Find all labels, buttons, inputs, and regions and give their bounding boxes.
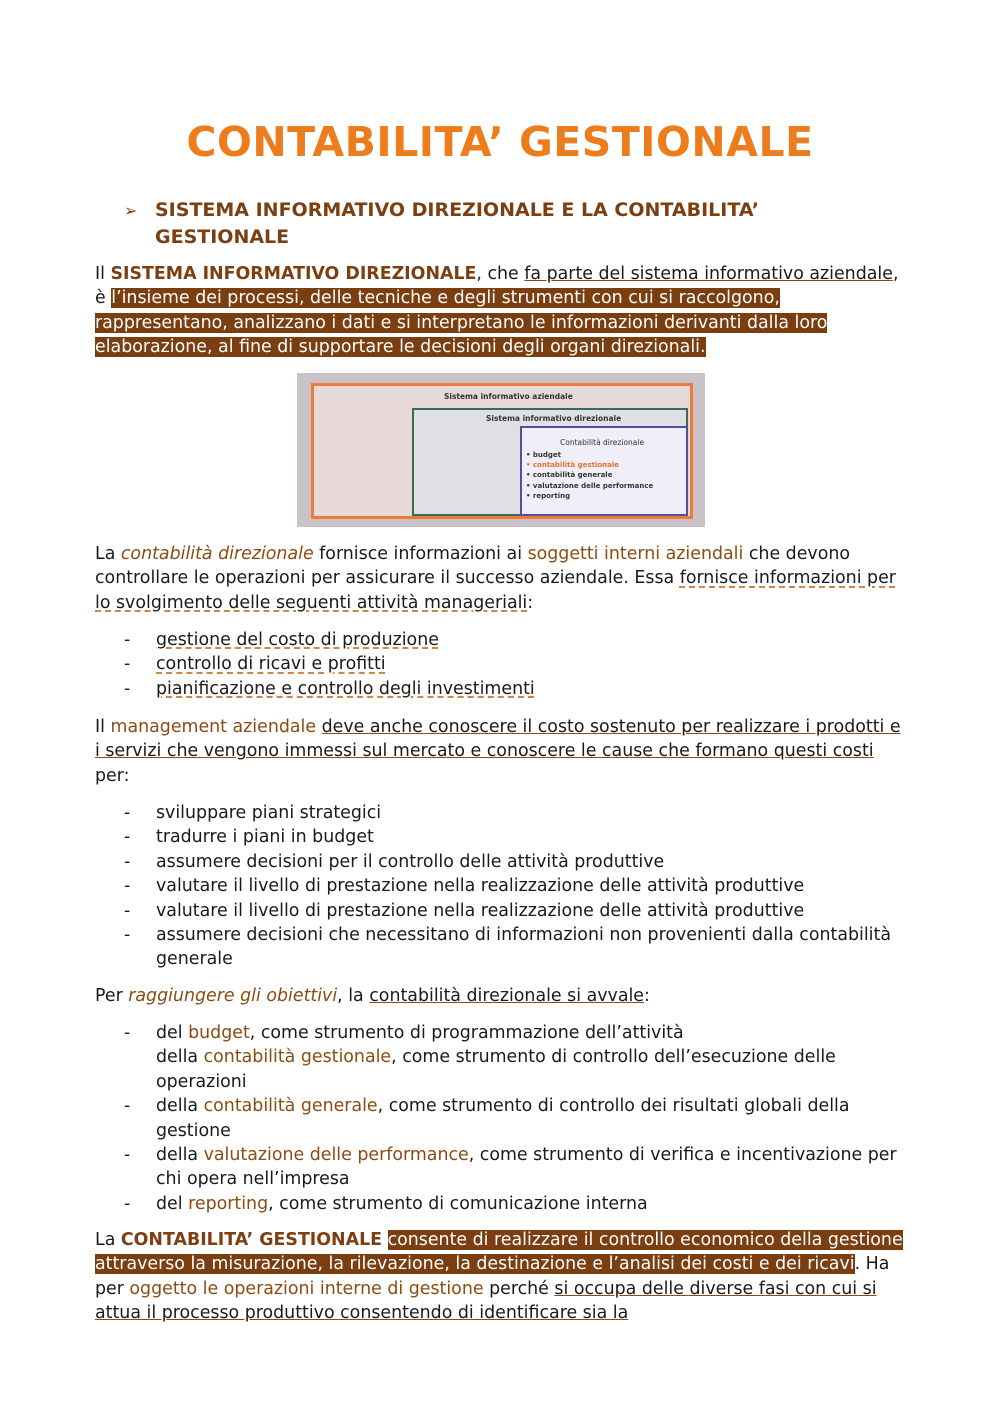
dash-bullet: -	[124, 851, 131, 872]
highlighted-definition: l’insieme dei processi, delle tecniche e degli strumenti con cui si raccolgono, rappresentano, analizzano i dati e si interpretano le informazioni derivanti dalla loro elaborazione, al fine di supportare le decisioni degli organi direzionali.	[95, 288, 828, 358]
list-item	[95, 677, 910, 701]
list-item	[95, 923, 910, 972]
list-item	[95, 652, 910, 676]
list-item-text: pianificazione e controllo degli investimenti	[156, 678, 535, 699]
text: , come strumento di comunicazione interna	[268, 1193, 648, 1214]
text: , che	[476, 264, 525, 284]
text: , la	[337, 986, 370, 1006]
term-contabilita-gestionale: contabilità gestionale	[203, 1047, 392, 1068]
figure-list-item: • reporting	[526, 491, 571, 500]
paragraph-management	[95, 715, 910, 788]
list-item-text: controllo di ricavi e profitti	[156, 654, 386, 675]
highlighted-definition: consente di realizzare il controllo economico della gestione attraverso la misurazione, la rilevazione, la destinazione e l’analisi dei costi e dei ricavi	[95, 1230, 903, 1275]
dash-bullet: -	[124, 654, 131, 675]
dash-bullet: -	[124, 876, 131, 897]
box-contabilita-direzionale	[520, 426, 688, 516]
text: . Ha per	[95, 1254, 890, 1299]
list-item	[95, 1021, 910, 1094]
paragraph-sistema-informativo	[95, 262, 910, 360]
dash-bullet: -	[124, 1096, 131, 1117]
text: della	[156, 1096, 204, 1117]
list-item-text: valutare il livello di prestazione nella realizzazione delle attività produttive	[156, 900, 805, 921]
diagram-figure	[297, 373, 705, 527]
inner-box-title: Contabilità direzionale	[560, 438, 645, 447]
section-heading	[124, 197, 844, 251]
inner-box-list	[526, 450, 653, 501]
text: :	[644, 986, 650, 1006]
section-heading-text: SISTEMA INFORMATIVO DIREZIONALE E LA CONTABILITA’ GESTIONALE	[155, 199, 759, 248]
figure-list-item: • valutazione delle performance	[526, 481, 654, 490]
figure-list-item-highlight: • contabilità gestionale	[526, 461, 619, 470]
list-item	[95, 628, 910, 652]
text: del	[156, 1193, 189, 1214]
term-soggetti-interni: soggetti interni aziendali	[527, 544, 744, 564]
dash-bullet: -	[124, 678, 131, 699]
term-contabilita-gestionale-bold: CONTABILITA’ GESTIONALE	[120, 1230, 383, 1250]
term-valutazione-performance: valutazione delle performance	[203, 1145, 469, 1166]
list-item-text: assumere decisioni per il controllo delle attività produttive	[156, 851, 665, 872]
underlined-phrase: fornisce informazioni per lo svolgimento delle seguenti attività manageriali	[95, 568, 896, 613]
mid-box-label: Sistema informativo direzionale	[486, 414, 622, 423]
box-sistema-informativo-direzionale	[412, 408, 688, 516]
list-item-text: gestione del costo di produzione	[156, 630, 439, 650]
term-sistema-informativo-direzionale: SISTEMA INFORMATIVO DIREZIONALE	[110, 264, 477, 284]
term-raggiungere-obiettivi: raggiungere gli obiettivi	[128, 986, 338, 1006]
text: che devono controllare le operazioni per assicurare il successo aziendale. Essa	[95, 544, 851, 589]
text: , come strumento di controllo dei risultati globali della gestione	[156, 1096, 850, 1141]
term-budget: budget	[188, 1023, 250, 1043]
text: , come strumento di programmazione dell’attività	[249, 1023, 684, 1043]
term-contabilita-generale: contabilità generale	[203, 1096, 378, 1117]
figure-list-item: • contabilità generale	[526, 471, 613, 480]
list-item-text: tradurre i piani in budget	[156, 827, 374, 848]
list-item	[95, 801, 910, 825]
list-item	[95, 1192, 910, 1216]
dash-bullet: -	[124, 1023, 131, 1043]
arrow-bullet-icon: ➢	[124, 201, 138, 220]
text: per:	[95, 765, 130, 786]
underlined-phrase: contabilità direzionale si avvale	[369, 986, 645, 1006]
text: , è	[95, 264, 899, 309]
text: La	[95, 544, 121, 564]
dash-bullet: -	[124, 630, 131, 650]
term-contabilita-direzionale: contabilità direzionale	[120, 544, 314, 564]
list-strumenti	[95, 1021, 910, 1216]
text: della	[156, 1047, 204, 1068]
dash-bullet: -	[124, 803, 131, 823]
text: :	[527, 592, 534, 613]
underlined-phrase: deve anche conoscere il costo sostenuto per realizzare i prodotti e i servizi che vengono immessi sul mercato e conoscere le cause che formano questi costi	[95, 717, 901, 762]
text: , come strumento di controllo dell’esecuzione delle operazioni	[156, 1047, 836, 1092]
term-reporting: reporting	[188, 1193, 269, 1214]
figure-list-item: • budget	[526, 451, 562, 459]
box-sistema-informativo-aziendale	[311, 383, 693, 519]
dash-bullet: -	[124, 925, 131, 946]
dash-bullet: -	[124, 1193, 131, 1214]
text: Il	[95, 264, 111, 284]
page-title: CONTABILITA’ GESTIONALE	[186, 118, 814, 166]
text: della	[156, 1145, 204, 1166]
list-obiettivi	[95, 801, 910, 972]
list-item-text: sviluppare piani strategici	[156, 803, 382, 823]
list-item	[95, 825, 910, 849]
underlined-phrase: fa parte del sistema informativo aziendale	[524, 264, 893, 284]
text: Per	[95, 986, 129, 1006]
text: fornisce informazioni ai	[313, 544, 528, 564]
dash-bullet: -	[124, 827, 131, 848]
text: , come strumento di verifica e incentivazione per chi opera nell’impresa	[156, 1145, 897, 1190]
list-item	[95, 899, 910, 923]
term-oggetto: oggetto le operazioni interne di gestione	[129, 1278, 484, 1299]
paragraph-contabilita-gestionale	[95, 1228, 910, 1326]
outer-box-label: Sistema informativo aziendale	[444, 392, 573, 401]
list-item	[95, 874, 910, 898]
list-item-text: valutare il livello di prestazione nella realizzazione delle attività produttive	[156, 876, 805, 897]
list-item	[95, 850, 910, 874]
text: Il	[95, 717, 111, 737]
text: perché	[483, 1278, 555, 1299]
paragraph-contabilita-direzionale	[95, 542, 910, 615]
list-item	[95, 1143, 910, 1192]
list-item	[95, 1094, 910, 1143]
paragraph-raggiungere-obiettivi	[95, 984, 910, 1008]
text: La	[95, 1230, 121, 1250]
text: del	[156, 1023, 189, 1043]
dash-bullet: -	[124, 1145, 131, 1166]
dash-bullet: -	[124, 900, 131, 921]
text	[382, 1230, 388, 1250]
list-item-text: assumere decisioni che necessitano di informazioni non provenienti dalla contabilità generale	[156, 925, 891, 970]
term-management-aziendale: management aziendale	[110, 717, 317, 737]
list-attivita-manageriali	[95, 628, 910, 701]
underlined-phrase: si occupa delle diverse fasi con cui si attua il processo produttivo consentendo di identificare sia la	[95, 1278, 877, 1324]
